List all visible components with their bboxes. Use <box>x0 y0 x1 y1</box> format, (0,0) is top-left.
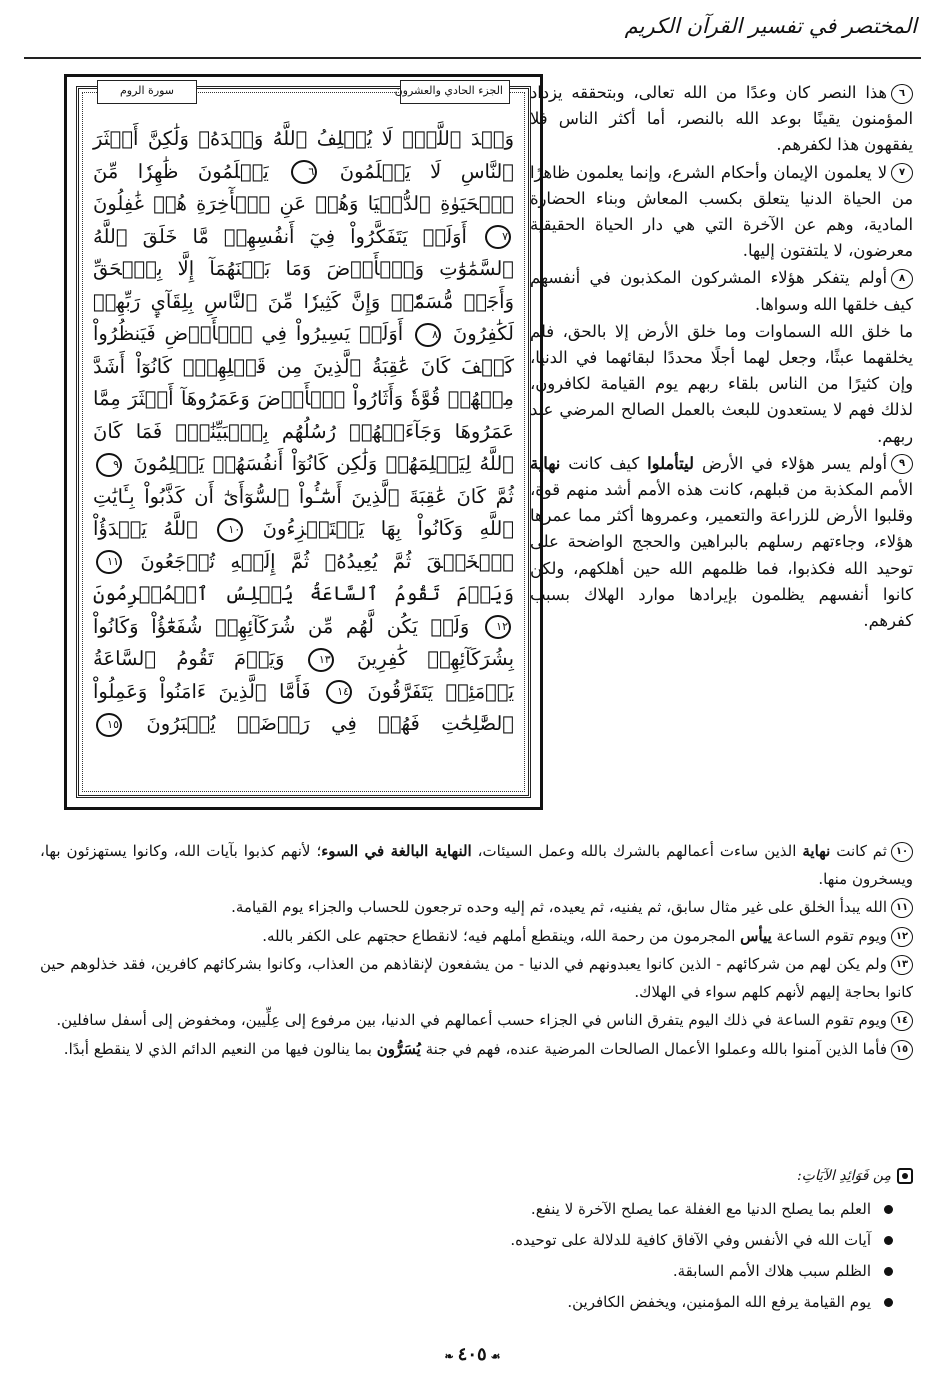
tafsir-highlight: نهاية <box>530 453 561 473</box>
benefits-list <box>40 1194 913 1318</box>
ayah-text: فَأَمَّا ٱلَّذِينَ ءَامَنُواْ وَعَمِلُواْ ٱلصَّٰلِحَٰتِ فَهُمۡ فِي رَوۡضَةٖ يُحۡبَرُونَ <box>93 679 515 735</box>
tafsir-text: أولم يسر هؤلاء في الأرض <box>693 453 887 473</box>
tafsir-paragraph <box>530 265 913 317</box>
juz-label: الجزء الحادي والعشرون <box>400 80 510 104</box>
verse-number-badge: ١١ <box>891 898 913 918</box>
tafsir-paragraph <box>40 894 913 922</box>
verse-number-badge: ٨ <box>891 269 913 289</box>
tafsir-text: فأما الذين آمنوا بالله وعملوا الأعمال الصالحات المرضية عنده، فهم في جنة <box>420 1039 887 1058</box>
tafsir-text: الأمم المكذبة من قبلهم، كانت هذه الأمم أشد منهم قوة، وقلبوا الأرض للزراعة والتعمير، وعمروها أكثر مما عمرها هؤلاء، وجاءتهم رسلهم بالبراهين والحجج الواضحة على توحيد الله فكذبوا، فما ظلمهم الله حين أهلكهم، ولكن كانوا أنفسهم يظلمون بإيرادها موارد الهلاك بسبب كفرهم. <box>530 480 913 631</box>
tafsir-text: الذين ساءت أعمالهم بالشرك بالله وعمل السيئات، <box>471 842 803 860</box>
verse-number-badge: ٩ <box>891 454 913 474</box>
header-divider <box>24 57 921 59</box>
tafsir-text: ويوم تقوم الساعة في ذلك اليوم يتفرق الناس في الجزاء حسب أعمالهم في الدنيا، بين مرفوع إلى عِلِّيين، ومخفوض إلى أسفل سافلين. <box>56 1011 887 1029</box>
tafsir-paragraph <box>40 1007 913 1035</box>
ayah-text: وَعۡدَ ٱللَّهِۖ لَا يُخۡلِفُ ٱللَّهُ وَعۡدَهُۥ وَلَٰكِنَّ أَكۡثَرَ ٱلنَّاسِ لَا يَعۡلَمُونَ <box>93 127 515 183</box>
verse-number-badge: ١٠ <box>891 842 913 862</box>
ayah-number-marker: ١٥ <box>96 713 122 737</box>
tafsir-paragraph <box>530 160 913 265</box>
benefits-title: مِن فَوَائِدِ الآيَاتِ: <box>796 1168 891 1184</box>
ayah-text: وَلَمۡ يَكُن لَّهُم مِّن شُرَكَآئِهِمۡ شُفَعَٰٓؤُاْ وَكَانُواْ بِشُرَكَآئِهِمۡ كَٰفِرِينَ <box>93 614 515 670</box>
tafsir-text: بما ينالون فيها من النعيم الدائم الذي لا ينقطع أبدًا. <box>63 1039 377 1058</box>
ayah-number-marker: ٧ <box>485 225 511 249</box>
tafsir-highlight: يُسَرُّون <box>376 1039 421 1058</box>
ayah-text: وَيَوۡمَ تَقُومُ ٱلسَّاعَةُ يَوۡمَئِذٖ يَتَفَرَّقُونَ <box>93 647 515 703</box>
tafsir-text: ؛ لأنهم كذبوا بآيات الله، وكانوا يستهزئون بها، ويسخرون منها. <box>40 842 913 888</box>
ayah-number-marker: ١٣ <box>308 648 334 672</box>
benefit-item: الظلم سبب هلاك الأمم السابقة. <box>40 1256 893 1287</box>
ornament-right-icon: ☙ <box>490 1350 501 1363</box>
tafsir-paragraph <box>40 951 913 1006</box>
tafsir-full-width <box>40 838 913 1064</box>
tafsir-paragraph <box>40 1036 913 1064</box>
benefits-heading <box>40 1168 913 1184</box>
tafsir-text: لا يعلمون الإيمان وأحكام الشرع، وإنما يعلمون ظاهرًا من الحياة الدنيا يتعلق بكسب المعاش وبناء الحضارة المادية، وهم عن الآخرة التي هي دار الحياة الحقيقية معرضون، لا يلتفتون إليها. <box>530 162 913 261</box>
tafsir-text: ثم كانت <box>830 842 887 860</box>
tafsir-text: ما خلق الله السماوات وما خلق الأرض إلا بالحق، فلم يخلقهما عبثًا، وجعل لهما أجلًا محددًا لبقائهما في الدنيا، وإن كثيرًا من الناس بلقاء ربهم يوم القيامة لكافرون، لذلك فهم لا يستعدون للبعث بالعمل الصالح المرضي عند ربهم. <box>530 321 913 446</box>
benefit-item: العلم بما يصلح الدنيا مع الغفلة عما يصلح الآخرة لا ينفع. <box>40 1194 893 1225</box>
tafsir-text: ولم يكن لهم من شركائهم - الذين كانوا يعبدونهم في الدنيا - من يشفعون لإنقاذهم من العذاب، وكانوا بشركائهم كافرين، فقد خذلوهم حين كانوا بحاجة إليهم لأنهم كلهم سواء في الهلاك. <box>40 955 913 1001</box>
ayah-number-marker: ١٠ <box>217 518 243 542</box>
tafsir-text: الله يبدأ الخلق على غير مثال سابق، ثم يفنيه، ثم يعيده، ثم إليه وحده ترجعون للحساب والجزاء يوم القيامة. <box>231 898 887 916</box>
tafsir-side-column <box>530 80 913 635</box>
tafsir-paragraph <box>530 319 913 450</box>
quran-verses <box>93 123 514 785</box>
surah-label: سورة الروم <box>97 80 197 104</box>
ayah-text: وَيَوۡمَ تَقُومُ ٱلسَّاعَةُ يُبۡلِسُ ٱلۡمُجۡرِمُونَ <box>93 582 514 605</box>
ayah-text: يَعۡلَمُونَ ظَٰهِرٗا مِّنَ ٱلۡحَيَوٰةِ ٱلدُّنۡيَا وَهُمۡ عَنِ ٱلۡأٓخِرَةِ هُمۡ غَٰفِلُونَ <box>93 159 514 215</box>
verse-number-badge: ١٣ <box>891 955 913 975</box>
tafsir-text: هذا النصر كان وعدًا من الله تعالى، وبتحققه يزداد المؤمنون يقينًا بوعد الله بالنصر، أما أكثر الناس فلا يفقهون هذا لكفرهم. <box>530 83 913 155</box>
tafsir-paragraph <box>40 923 913 951</box>
ayah-number-marker: ١٤ <box>326 680 352 704</box>
tafsir-paragraph <box>530 451 913 634</box>
tafsir-text: أولم يتفكر هؤلاء المشركون المكذبون في أنفسهم كيف خلقها الله وسواها. <box>530 268 913 314</box>
tafsir-paragraph <box>530 80 913 159</box>
ayah-text: أَوَلَمۡ يَسِيرُواْ فِي ٱلۡأَرۡضِ فَيَنظُرُواْ كَيۡفَ كَانَ عَٰقِبَةُ ٱلَّذِينَ مِن قَبۡلِهِمۡۚ كَانُوٓاْ أَشَدَّ مِنۡهُمۡ قُوَّةٗ وَأَثَارُواْ ٱلۡأَرۡضَ وَعَمَرُوهَآ أَكۡثَرَ مِمَّا عَمَرُوهَا وَجَآءَتۡهُمۡ رُسُلُهُم بِٱلۡبَيِّنَٰتِۖ فَمَا كَانَ ٱللَّهُ لِيَظۡلِمَهُمۡ وَلَٰكِن كَانُوٓاْ أَنفُسَهُمۡ يَظۡلِمُونَ <box>93 322 514 475</box>
ornament-left-icon: ❧ <box>444 1350 454 1363</box>
page-number: ٤٠٥ <box>457 1344 487 1365</box>
tafsir-highlight: نهاية <box>802 842 831 860</box>
tafsir-text: ويوم تقوم الساعة <box>771 926 887 945</box>
verse-benefits <box>40 1168 913 1318</box>
ayah-text: ٱللَّهُ يَبۡدَؤُاْ ٱلۡخَلۡقَ ثُمَّ يُعِيدُهُۥ ثُمَّ إِلَيۡهِ تُرۡجَعُونَ <box>93 517 514 573</box>
page-footer <box>0 1344 945 1365</box>
verse-number-badge: ٦ <box>891 84 913 104</box>
benefit-item: آيات الله في الأنفس وفي الآفاق كافية للدلالة على توحيده. <box>40 1225 893 1256</box>
quran-frame <box>64 74 543 810</box>
benefit-item: يوم القيامة يرفع الله المؤمنين، ويخفض الكافرين. <box>40 1287 893 1318</box>
ayah-text: ثُمَّ كَانَ عَٰقِبَةَ ٱلَّذِينَ أَسَٰٓـُٔواْ ٱلسُّوٓأَىٰٓ أَن كَذَّبُواْ بِـَٔايَٰتِ ٱللَّهِ وَكَانُواْ بِهَا يَسۡتَهۡزِءُونَ <box>93 484 515 540</box>
verse-number-badge: ٧ <box>891 163 913 183</box>
tafsir-text: كيف كانت <box>560 453 648 473</box>
verse-number-badge: ١٥ <box>891 1040 913 1060</box>
verse-number-badge: ١٢ <box>891 927 913 947</box>
tafsir-highlight: النهاية البالغة في السوء <box>321 842 472 860</box>
tafsir-paragraph <box>40 838 913 893</box>
ayah-number-marker: ٩ <box>96 453 122 477</box>
ayah-number-marker: ١٢ <box>485 615 511 639</box>
book-title: المختصر في تفسير القرآن الكريم <box>624 14 917 38</box>
ayah-number-marker: ١١ <box>96 550 122 574</box>
ayah-number-marker: ٦ <box>291 160 317 184</box>
ayah-number-marker: ٨ <box>415 323 441 347</box>
ornament-icon <box>897 1168 913 1184</box>
tafsir-highlight: ييأس <box>740 926 772 945</box>
tafsir-text: المجرمون من رحمة الله، وينقطع أملهم فيه؛ لانقطاع حجتهم على الكفر بالله. <box>262 926 741 945</box>
verse-number-badge: ١٤ <box>891 1011 913 1031</box>
ayah-text: أَوَلَمۡ يَتَفَكَّرُواْ فِيٓ أَنفُسِهِمۗ مَّا خَلَقَ ٱللَّهُ ٱلسَّمَٰوَٰتِ وَٱلۡأَرۡضَ وَمَا بَيۡنَهُمَآ إِلَّا بِٱلۡحَقِّ وَأَجَلٖ مُّسَمّٗىۗ وَإِنَّ كَثِيرٗا مِّنَ ٱلنَّاسِ بِلِقَآيِٕ رَبِّهِمۡ لَكَٰفِرُونَ <box>93 224 514 345</box>
tafsir-highlight: ليتأملوا <box>647 453 694 473</box>
